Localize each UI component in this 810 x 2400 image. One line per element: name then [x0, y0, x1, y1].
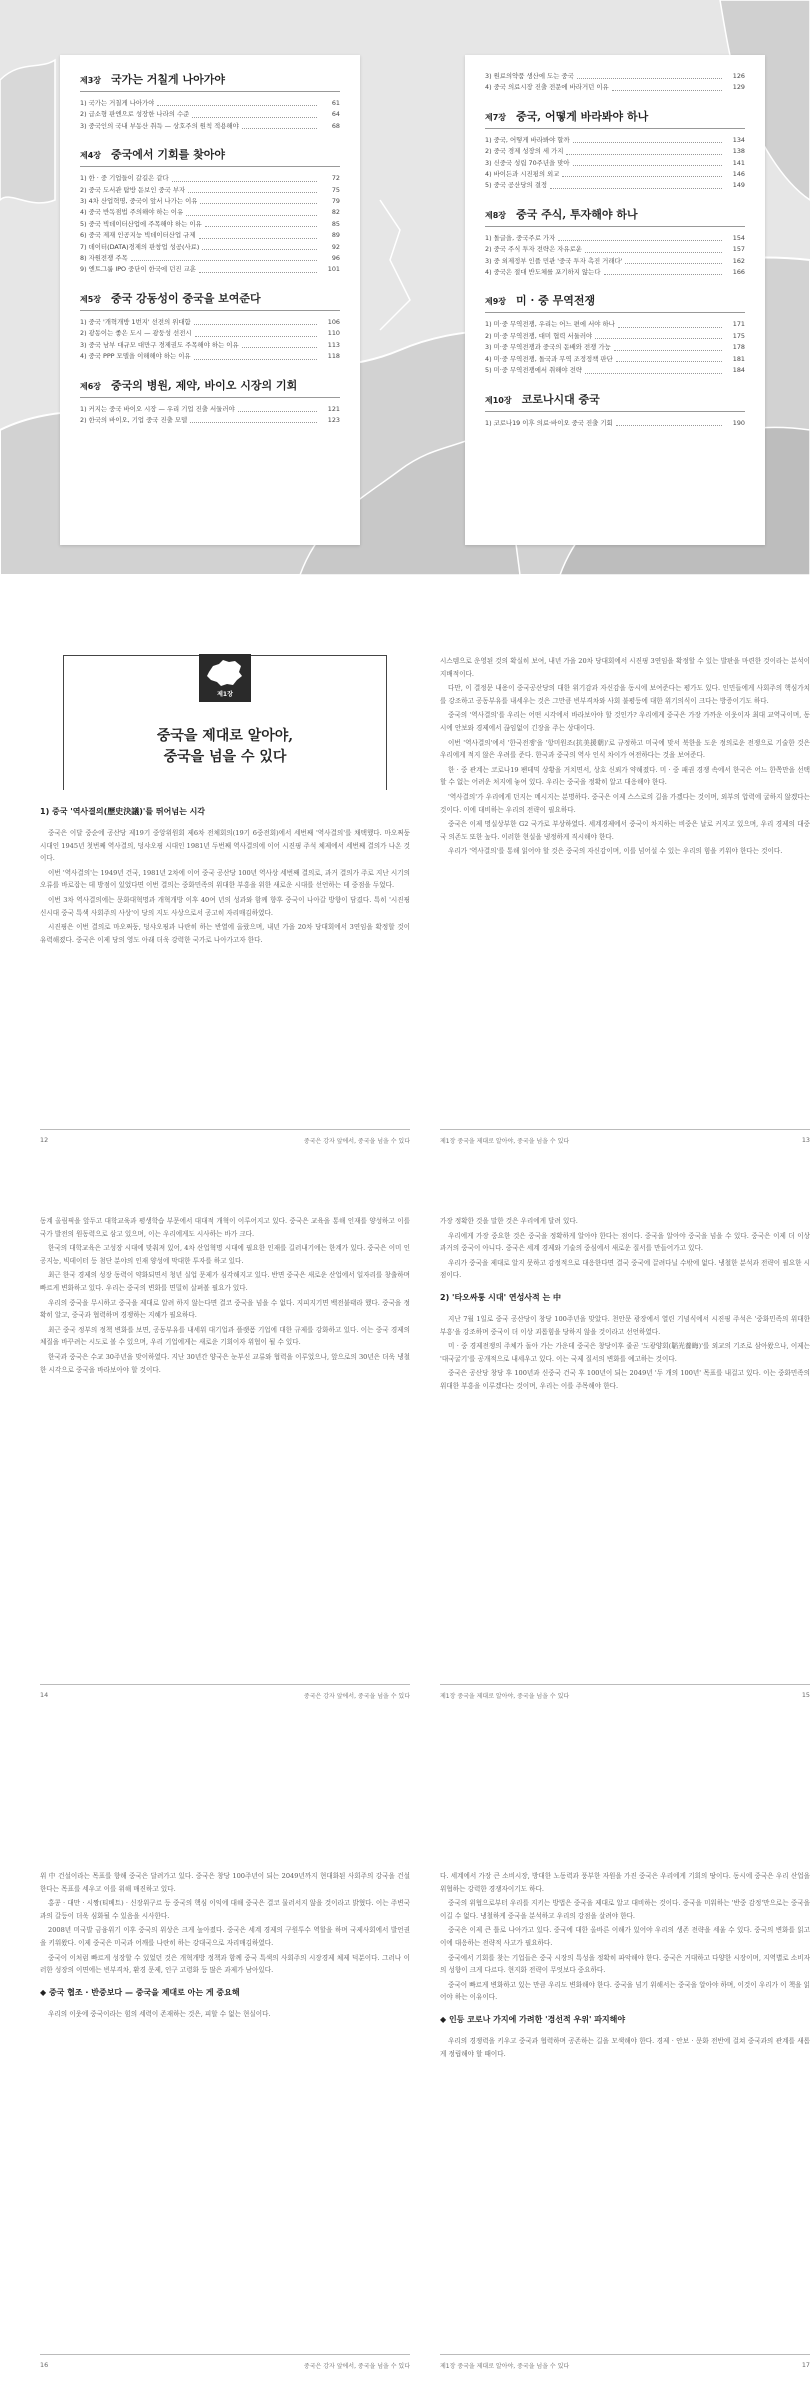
page-number: 14 — [40, 1691, 49, 1699]
toc-entry[interactable]: 2) 급소형 판엔으로 성장한 나라의 수준 64 — [80, 110, 340, 119]
chapter-number: 제5장 — [80, 294, 102, 304]
paragraph: 이번 '역사결의'는 1949년 건국, 1981년 2차에 이어 중국 공산당 100년 역사상 세번째 결의로, 과거 결의가 주로 지난 시기의 오류를 바로잡는 데 방점이 있었다면 이번 결의는 중화민족의 위대한 부흥을 위한 새로운 시대를 선언하는 데 중점을 두었다. — [40, 868, 410, 890]
toc-entry[interactable]: 1) 중국 '개혁개방 1번지' 선전의 위대함 106 — [80, 317, 340, 326]
book-page-14 — [40, 1215, 410, 1700]
page-number: 16 — [40, 2361, 49, 2369]
paragraph: 최근 한국 경제의 성장 동력이 약화되면서 청년 실업 문제가 심각해지고 있다. 반면 중국은 새로운 산업에서 일자리를 창출하며 빠르게 변화하고 있다. 우리는 중국의 변화를 면밀히 살펴볼 필요가 있다. — [40, 1271, 410, 1292]
paragraph: 시스템으로 운영된 것의 확실히 보여, 내년 가을 20차 당대회에서 시진핑 3연임을 확정할 수 있는 발판을 마련한 것이라는 분석이 지배적이다. — [440, 657, 810, 678]
toc-entry[interactable]: 4) 중국은 절대 반도체를 포기하지 않는다 166 — [485, 268, 745, 277]
toc-chapter — [485, 108, 745, 192]
toc-entry[interactable]: 8) 자원전쟁 주목 96 — [80, 254, 340, 263]
toc-chapter — [80, 377, 340, 427]
book-page-16 — [40, 1870, 410, 2370]
toc-entry[interactable]: 1) 중국, 어떻게 바라봐야 할까 134 — [485, 135, 745, 144]
toc-entry[interactable]: 3) 중국인의 국내 부동산 취득 — 상호주의 원칙 적용해야 68 — [80, 121, 340, 130]
running-footer: 제1장 중국을 제대로 알아야, 중국을 넘을 수 있다 — [440, 2363, 570, 2370]
toc-page-right — [465, 55, 765, 545]
section-heading: 1) 중국 '역사결의(歷史決議)'를 뛰어넘는 시각 — [40, 807, 206, 816]
paragraph: 지난 7월 1일로 중국 공산당이 창당 100주년을 맞았다. 천안문 광장에서 열린 기념식에서 시진핑 주석은 '중화민족의 위대한 부흥'을 강조하며 중국이 더 이상 괴롭힘을 당하지 않을 것이라고 선언하였다. — [440, 1314, 810, 1336]
toc-entry[interactable]: 2) 중국 경제 성장의 세 가지 138 — [485, 147, 745, 156]
toc-entry[interactable]: 1) 돌글을, 중국주로 가자 154 — [485, 233, 745, 242]
paragraph: 최근 중국 정부의 정책 변화를 보면, 공동부유를 내세워 대기업과 플랫폼 기업에 대한 규제를 강화하고 있다. 이는 중국 경제의 체질을 바꾸려는 시도로 볼 수 있으며, 우리 기업에게는 새로운 기회이자 위협이 될 수 있다. — [40, 1325, 410, 1347]
chapter-title: 중국의 병원, 제약, 바이오 시장의 기회 — [111, 378, 298, 392]
chapter-opener-frame — [63, 655, 387, 790]
toc-entry[interactable]: 4) 바이든과 시진핑의 외교 146 — [485, 170, 745, 179]
toc-entry[interactable]: 2) 광동이는 좋은 도시 — 광둥성 선전시 110 — [80, 329, 340, 338]
page-footer — [440, 2354, 810, 2370]
chapter-number: 제9장 — [485, 297, 507, 307]
paragraph: 다만, 이 결정문 내용이 중국공산당의 대한 위기감과 자신감을 동시에 보여준다는 평가도 있다. 인민들에게 사회주의 핵심가치를 강조하고 공동부유를 내세우는 것은 그만큼 빈부격차와 사회 불평등에 대한 위기의식이 크다는 방증이기도 하다. — [440, 684, 810, 705]
toc-entry[interactable]: 4) 중국 PPP 모델을 이해해야 하는 이유 118 — [80, 352, 340, 361]
paragraph: 우리의 이웃에 중국이라는 힘의 세력이 존재하는 것은, 피할 수 없는 현실이다. — [48, 2009, 271, 2018]
toc-page-left — [60, 55, 360, 545]
paragraph: 중국이 이처럼 빠르게 성장할 수 있었던 것은 개혁개방 정책과 함께 중국 특색의 사회주의 시장경제 체제 덕분이다. 그러나 이러한 성장의 이면에는 빈부격차, 환경 문제, 인구 고령화 등 많은 과제가 남아있다. — [40, 1953, 410, 1975]
paragraph: 중국은 이달 중순에 공산당 제19기 중앙위원회 제6차 전체회의(19기 6중전회)에서 세번째 '역사결의'를 채택했다. 마오쩌둥 시대인 1945년 첫번째 역사결의, 덩샤오핑 시대인 1981년 두번째 역사결의에 이어 시진핑 주석 체제에서 세번째 결의가 나온 것이다. — [40, 829, 410, 863]
paragraph: 중국이 빠르게 변화하고 있는 만큼 우리도 변화해야 한다. 중국을 넘기 위해서는 중국을 알아야 하며, 이것이 우리가 이 책을 읽어야 하는 이유이다. — [440, 1980, 810, 2002]
toc-entry[interactable]: 3) 신중국 성립 70주년을 맞아 141 — [485, 158, 745, 167]
toc-entry[interactable]: 1) 한 · 중 기업들이 갈길은 같다 72 — [80, 174, 340, 183]
paragraph: 시진핑은 이번 결의로 마오쩌둥, 덩샤오핑과 나란히 하는 반열에 올랐으며, 내년 가을 20차 당대회에서 3연임을 확정할 것이 유력해졌다. 중국은 이제 당의 영도 아래 더욱 강력한 국가로 나아가고자 한다. — [40, 923, 410, 944]
toc-entry[interactable]: 2) 중국 주식 투자 전략은 자유로운 157 — [485, 245, 745, 254]
paragraph: 중국은 공산당 창당 후 100년과 신중국 건국 후 100년이 되는 2049년 '두 개의 100년' 목표를 내걸고 있다. 이는 중화민족의 위대한 부흥을 이루겠다는 것이며, 우리는 이를 주목해야 한다. — [440, 1369, 810, 1390]
page-number: 15 — [801, 1691, 810, 1699]
chapter-number: 제6장 — [80, 381, 102, 391]
chapter-title: 중국에서 기회를 찾아야 — [111, 148, 225, 162]
page-number: 17 — [801, 2361, 810, 2369]
book-page-12 — [40, 655, 410, 1145]
chapter-title: 국가는 거칠게 나아가야 — [111, 73, 225, 86]
page-footer — [440, 1684, 810, 1700]
toc-entry[interactable]: 2) 미·중 무역전쟁, 대미 협력 서둘러야 175 — [485, 331, 745, 340]
toc-entry[interactable]: 4) 중국 의료시장 진출 전문에 바라거던 이유 129 — [485, 83, 745, 92]
paragraph: 한국과 중국은 수교 30주년을 맞이하였다. 지난 30년간 양국은 눈부신 교류와 협력을 이루었으나, 앞으로의 30년은 더욱 냉철한 시각으로 중국을 바라보아야 할 것이다. — [40, 1352, 410, 1374]
running-footer: 중국은 강자 앞에서, 중국을 넘을 수 있다 — [303, 1138, 410, 1145]
toc-entry[interactable]: 1) 미·중 무역전쟁, 우리는 어느 편에 서야 하나 171 — [485, 320, 745, 329]
book-page-15 — [440, 1215, 810, 1700]
toc-entry[interactable]: 5) 미·중 무역전쟁에서 취해야 전략 184 — [485, 366, 745, 375]
page-footer — [440, 1129, 810, 1145]
china-map-icon — [205, 658, 245, 688]
running-footer: 제1장 중국을 제대로 알아야, 중국을 넘을 수 있다 — [440, 1693, 570, 1700]
paragraph: 다. 세계에서 가장 큰 소비시장, 방대한 노동력과 풍부한 자원을 가진 중국은 우리에게 기회의 땅이다. 동시에 중국은 우리 산업을 위협하는 강력한 경쟁자이기도 하다. — [440, 1872, 810, 1893]
toc-entry[interactable]: 1) 코로나19 이후 의료·바이오 중국 진출 기회 190 — [485, 418, 745, 427]
paragraph: 미 · 중 경제전쟁의 주체가 돌아 가는 가운데 중국은 창당이후 줄곧 '도광양회(韜光養晦)'를 외교의 기조로 삼아왔으나, 이제는 '대국굴기'를 공개적으로 내세우고 있다. 이는 국제 질서의 변화를 예고하는 것이다. — [440, 1342, 810, 1363]
toc-entry[interactable]: 3) 미·중 무역전쟁과 중국의 돋배와 전쟁 가능 178 — [485, 343, 745, 352]
running-footer: 중국은 강자 앞에서, 중국을 넘을 수 있다 — [303, 2363, 410, 2370]
chapter-title: 중국 강동성이 중국을 보여준다 — [111, 291, 261, 305]
section-heading: ◆ 중국 협조 · 반중보다 — 중국을 제대로 아는 게 중요해 — [40, 1987, 240, 1997]
paragraph: 중국에서 기회를 찾는 기업들은 중국 시장의 특성을 정확히 파악해야 한다. 중국은 거대하고 다양한 시장이며, 지역별로 소비자의 성향이 크게 다르다. 현지화 전략이 무엇보다 중요하다. — [440, 1953, 810, 1975]
paragraph: 중국은 이제 명실상부한 G2 국가로 부상하였다. 세계경제에서 중국이 차지하는 비중은 날로 커지고 있으며, 우리 경제의 대중국 의존도 또한 높다. 이러한 현실을 냉정하게 직시해야 한다. — [440, 820, 810, 841]
paragraph: 홍콩 · 대만 · 시짱(티베트) · 신장위구르 등 중국의 핵심 이익에 대해 중국은 결코 물러서지 않을 것이라고 밝혔다. 이는 주변국과의 갈등이 더욱 심화될 수 있음을 시사한다. — [40, 1899, 410, 1920]
toc-entry[interactable]: 9) 엔트그룹 IPO 중단이 한국에 던진 교훈 101 — [80, 265, 340, 274]
chapter-number: 제8장 — [485, 210, 507, 220]
book-page-17 — [440, 1870, 810, 2370]
chapter-number: 제7장 — [485, 112, 507, 122]
page-footer — [40, 2354, 410, 2370]
chapter-title: 코로나시대 중국 — [521, 392, 600, 406]
toc-entry[interactable]: 5) 중국 공산당의 결정 149 — [485, 181, 745, 190]
toc-chapter — [80, 71, 340, 132]
paragraph: 우리의 중국을 무시하고 중국을 제대로 알려 하지 않는다면 결코 중국을 넘을 수 없다. 지피지기면 백전불태라 했다. 중국을 정확히 알고, 중국과 협력하며 경쟁하는 지혜가 필요하다. — [40, 1298, 410, 1320]
toc-entry[interactable]: 2) 한국의 바이오, 기업 중국 진출 모델 123 — [80, 415, 340, 424]
paragraph: 우리가 중국을 제대로 알지 못하고 감정적으로 대응한다면 결국 중국에 끌려다닐 수밖에 없다. 냉철한 분석과 전략이 필요한 시점이다. — [440, 1258, 810, 1280]
chapter-title: 중국 주식, 투자해야 하나 — [516, 207, 638, 221]
paragraph: '역사결의'가 우리에게 던지는 메시지는 분명하다. 중국은 이제 스스로의 길을 가겠다는 것이며, 외부의 압력에 굴하지 않겠다는 것이다. 이에 대비하는 우리의 전략이 필요하다. — [440, 792, 810, 814]
page-footer — [40, 1129, 410, 1145]
chapter-emblem — [199, 654, 251, 702]
chapter-title: 중국, 어떻게 바라봐야 하나 — [516, 109, 649, 123]
chapter-number: 제10장 — [485, 395, 512, 405]
toc-entry[interactable]: 5) 중국 빅데이터산업에 주목해야 하는 이유 85 — [80, 219, 340, 228]
paragraph: 중국의 위협으로부터 우리를 지키는 방법은 중국을 제대로 알고 대비하는 것이다. 중국을 미워하는 '반중 감정'만으로는 중국을 이길 수 없다. 냉철하게 중국을 분석하고 우리의 강점을 살려야 한다. — [440, 1899, 810, 1920]
paragraph: 우리가 '역사결의'를 통해 읽어야 할 것은 중국의 자신감이며, 이를 넘어설 수 있는 우리의 힘을 키워야 한다는 것이다. — [448, 847, 783, 856]
toc-chapter — [80, 146, 340, 276]
paragraph: 우리의 경쟁력을 키우고 중국과 협력하며 공존하는 길을 모색해야 한다. 경제 · 안보 · 문화 전반에 걸쳐 중국과의 관계를 새롭게 정립해야 할 때이다. — [440, 2036, 810, 2058]
running-footer: 제1장 중국을 제대로 알아야, 중국을 넘을 수 있다 — [440, 1138, 570, 1145]
paragraph: 가장 정확한 것을 말한 것은 우리에게 달려 있다. — [440, 1217, 578, 1225]
toc-entry[interactable]: 1) 국가는 거칠게 나아가야 61 — [80, 99, 340, 107]
paragraph: 한국의 대학교육은 고성장 시대에 맞춰져 있어, 4차 산업혁명 시대에 필요한 인재를 길러내기에는 한계가 있다. 중국은 이미 인공지능, 빅데이터 등 첨단 분야의 인재 양성에 막대한 투자를 하고 있다. — [40, 1244, 410, 1265]
toc-entry[interactable]: 3) 4차 산업혁명, 중국이 앞서 나가는 이유 79 — [80, 197, 340, 206]
running-footer: 중국은 강자 앞에서, 중국을 넘을 수 있다 — [303, 1693, 410, 1700]
paragraph: 중국의 '역사결의'를 우리는 어떤 시각에서 바라보아야 할 것인가? 우리에게 중국은 가장 가까운 이웃이자 최대 교역국이며, 동시에 안보와 경제에서 끊임없이 긴장을 주는 상대이다. — [440, 711, 810, 732]
map-banner — [0, 0, 810, 575]
toc-entry[interactable]: 2) 중국 도서관 탐방 돋보인 중국 부자 75 — [80, 185, 340, 194]
toc-chapter — [80, 290, 340, 363]
book-page-13 — [440, 655, 810, 1145]
toc-chapter — [485, 292, 745, 376]
paragraph: 2008년 미국발 금융위기 이후 중국의 위상은 크게 높아졌다. 중국은 세계 경제의 구원투수 역할을 하며 국제사회에서 발언권을 키워왔다. 이제 중국은 미국과 어깨를 나란히 하는 강대국으로 자리매김하였다. — [40, 1926, 410, 1947]
toc-entry[interactable]: 3) 중국 남부 대규모 대만구 경제권도 주목해야 하는 이유 113 — [80, 340, 340, 349]
toc-entry[interactable]: 7) 데이터(DATA)경제의 판창업 성공(사료) 92 — [80, 242, 340, 251]
toc-entry[interactable]: 1) 커지는 중국 바이오 시장 — 우리 기업 진출 서둘러야 121 — [80, 404, 340, 413]
page-footer — [40, 1684, 410, 1700]
page-number: 13 — [801, 1136, 810, 1144]
chapter-number: 제4장 — [80, 151, 102, 161]
paragraph: 위 中 건설이라는 목표를 향해 중국은 달려가고 있다. 중국은 창당 100주년이 되는 2049년까지 현대화된 사회주의 강국을 건설한다는 목표를 세우고 이를 위해 매진하고 있다. — [40, 1872, 410, 1893]
toc-chapter — [485, 391, 745, 429]
toc-continuation — [485, 71, 745, 94]
toc-chapter — [485, 206, 745, 279]
chapter-number: 제3장 — [80, 76, 102, 85]
toc-entry[interactable]: 3) 중 외제정부 인플 민관 '중국 투자 촉진 거래다' 162 — [485, 256, 745, 265]
toc-entry[interactable]: 4) 중국 반독점법 주의해야 하는 이유 82 — [80, 208, 340, 217]
chapter-label: 제1장 — [217, 691, 233, 698]
toc-entry[interactable]: 4) 미·중 무역전쟁, 돌국과 무역 조정정책 판단 181 — [485, 354, 745, 363]
paragraph: 이번 '역사결의'에서 '한국전쟁'을 '항미원조(抗美援朝)'로 규정하고 미국에 맞서 북한을 도운 정의로운 전쟁으로 기술한 것은 우리에게 적지 않은 우려를 준다. 한국과 중국의 역사 인식 차이가 여전하다는 것을 보여준다. — [440, 738, 810, 760]
paragraph: 한 · 중 관계는 코로나19 팬데믹 상황을 거치면서, 상호 신뢰가 약해졌다. 미 · 중 패권 경쟁 속에서 한국은 어느 한쪽만을 선택할 수 없는 어려운 처지에 놓여 있다. 우리는 중국을 정확히 알고 대응해야 한다. — [440, 765, 810, 787]
paragraph: 동계 올림픽을 앞두고 대학교육과 평생학습 부문에서 대대적 개혁이 이루어지고 있다. 중국은 교육을 통해 인재를 양성하고 이를 국가 발전의 원동력으로 삼고 있으며, 이는 우리에게도 시사하는 바가 크다. — [40, 1217, 410, 1238]
toc-entry[interactable]: 6) 중국 제재 인공지능 빅데이터산업 규제 89 — [80, 231, 340, 240]
section-heading: 2) '타오싸퉁 시대' 연성사적 는 中 — [440, 1292, 562, 1302]
chapter-title: 미 · 중 무역전쟁 — [516, 294, 596, 308]
paragraph: 우리에게 가장 중요한 것은 중국을 정확하게 알아야 한다는 점이다. 중국을 알아야 중국을 넘을 수 있다. 중국은 이제 더 이상 과거의 중국이 아니다. 중국은 세계 경제와 기술의 중심에서 새로운 질서를 만들어가고 있다. — [440, 1231, 810, 1253]
chapter-title: 중국을 제대로 알아야, 중국을 넘을 수 있다 — [156, 728, 294, 765]
paragraph: 중국은 이제 큰 틀로 나아가고 있다. 중국에 대한 올바른 이해가 있어야 우리의 생존 전략을 세울 수 있다. 중국의 변화를 읽고 이에 대응하는 전략적 사고가 필요하다. — [440, 1926, 810, 1947]
paragraph: 이번 3차 역사결의에는 문화대혁명과 개혁개방 이후 40여 년의 성과와 함께 향후 중국이 나아갈 방향이 담겼다. 특히 '시진핑 신시대 중국 특색 사회주의 사상'이 당의 지도 사상으로서 공고히 자리매김하였다. — [40, 895, 410, 917]
page-number: 12 — [40, 1136, 49, 1144]
toc-entry[interactable]: 3) 원료의약품 생산에 도는 중국 126 — [485, 72, 745, 80]
section-heading: ◆ 인등 코로나 가지에 가려한 '경선적 우위' 파지해야 — [440, 2014, 626, 2024]
